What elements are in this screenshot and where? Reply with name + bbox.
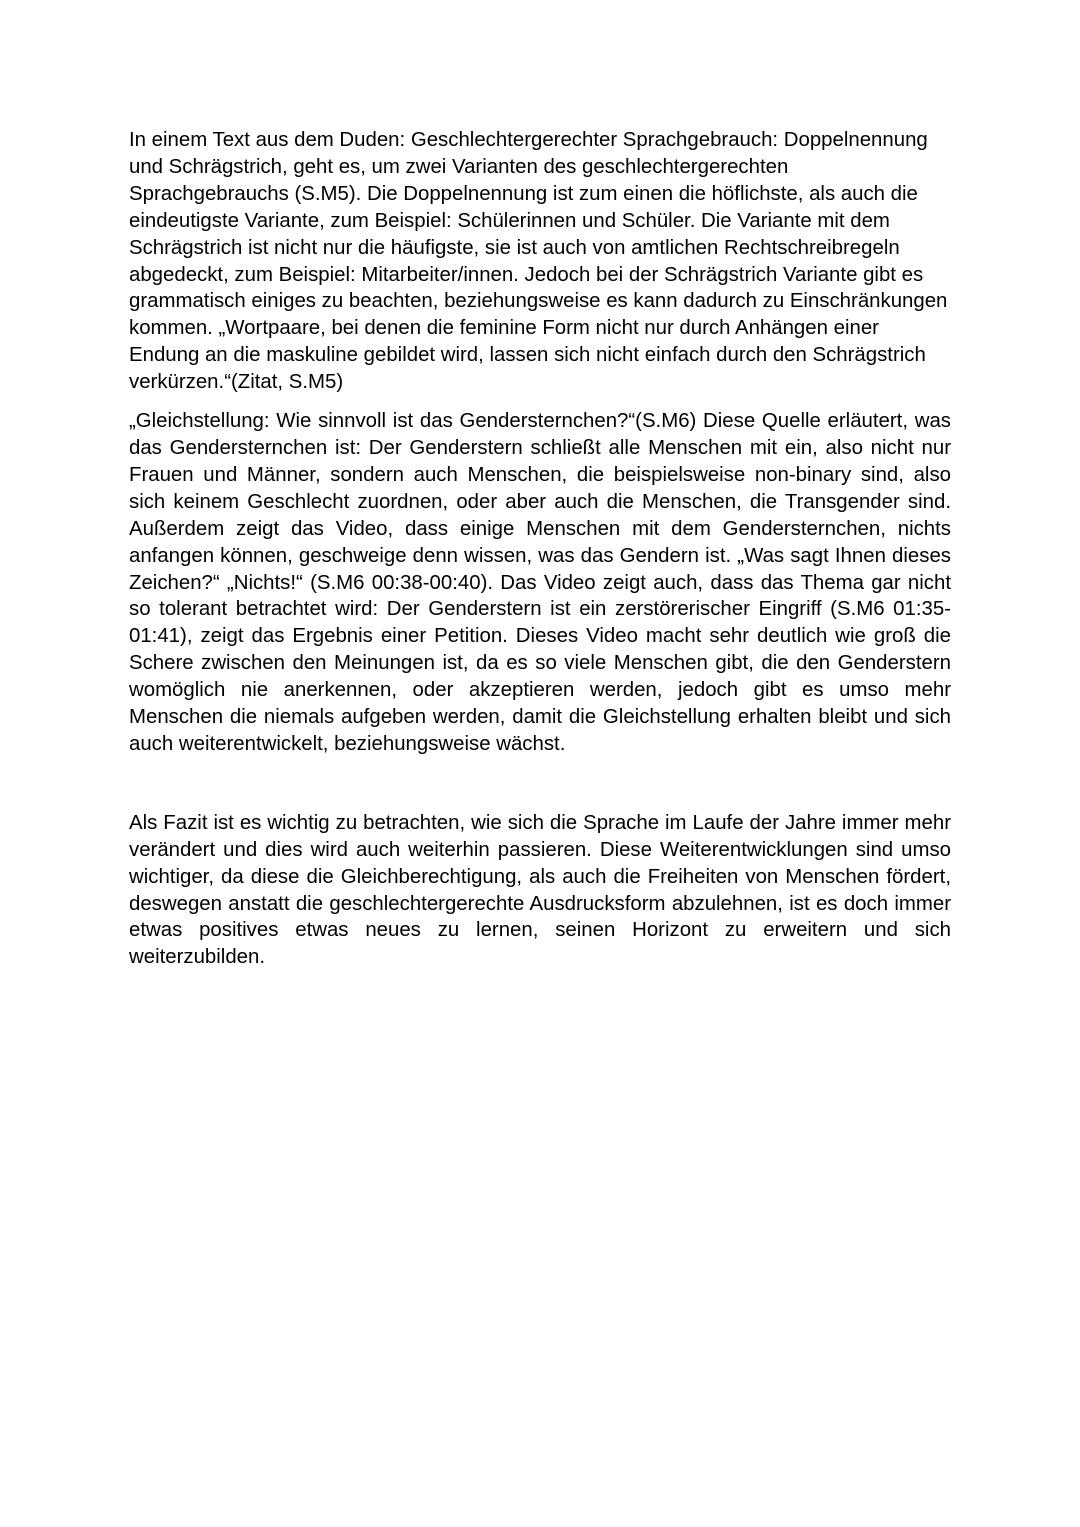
paragraph-gendersternchen: „Gleichstellung: Wie sinnvoll ist das Gendersternchen?“(S.M6) Diese Quelle erläutert, was das Gendersternchen ist: Der Genderstern schließt alle Menschen mit ein, also nicht nur Frauen und Männer, sondern auch Menschen, die beispielsweise non-binary sind, also sich keinem Geschlecht zuordnen, oder aber auch die Menschen, die Transgender sind. Außerdem zeigt das Video, dass einige Menschen mit dem Gendersternchen, nichts anfangen können, geschweige denn wissen, was das Gendern ist. „Was sagt Ihnen dieses Zeichen?“ „Nichts!“ (S.M6 00:38-00:40). Das Video zeigt auch, dass das Thema gar nicht so tolerant betrachtet wird: Der Genderstern ist ein zerstörerischer Eingriff (S.M6 01:35-01:41), zeigt das Ergebnis einer Petition. Dieses Video macht sehr deutlich wie groß die Schere zwischen den Meinungen ist, da es so viele Menschen gibt, die den Genderstern womöglich nie anerkennen, oder akzeptieren werden, jedoch gibt es umso mehr Menschen die niemals aufgeben werden, damit die Gleichstellung erhalten bleibt und sich auch weiterentwickelt, beziehungsweise wächst. bbox=[129, 410, 951, 755]
document-body bbox=[129, 127, 951, 971]
paragraph-duden-text: In einem Text aus dem Duden: Geschlechtergerechter Sprachgebrauch: Doppelnennung und Schrägstrich, geht es, um zwei Varianten des geschlechtergerechten Sprachgebrauchs (S.M5). Die Doppelnennung ist zum einen die höflichste, als auch die eindeutigste Variante, zum Beispiel: Schülerinnen und Schüler. Die Variante mit dem Schrägstrich ist nicht nur die häufigste, sie ist auch von amtlichen Rechtschreibregeln abgedeckt, zum Beispiel: Mitarbeiter/innen. Jedoch bei der Schrägstrich Variante gibt es grammatisch einiges zu beachten, beziehungsweise es kann dadurch zu Einschränkungen kommen. „Wortpaare, bei denen die feminine Form nicht nur durch Anhängen einer Endung an die maskuline gebildet wird, lassen sich nicht einfach durch den Schrägstrich verkürzen.“(Zitat, S.M5) bbox=[129, 129, 948, 394]
paragraph-fazit: Als Fazit ist es wichtig zu betrachten, wie sich die Sprache im Laufe der Jahre immer mehr verändert und dies wird auch weiterhin passieren. Diese Weiterentwicklungen sind umso wichtiger, da diese die Gleichberechtigung, als auch die Freiheiten von Menschen fördert, deswegen anstatt die geschlechtergerechte Ausdrucksform abzulehnen, ist es doch immer etwas positives etwas neues zu lernen, seinen Horizont zu erweitern und sich weiterzubilden. bbox=[129, 811, 951, 969]
